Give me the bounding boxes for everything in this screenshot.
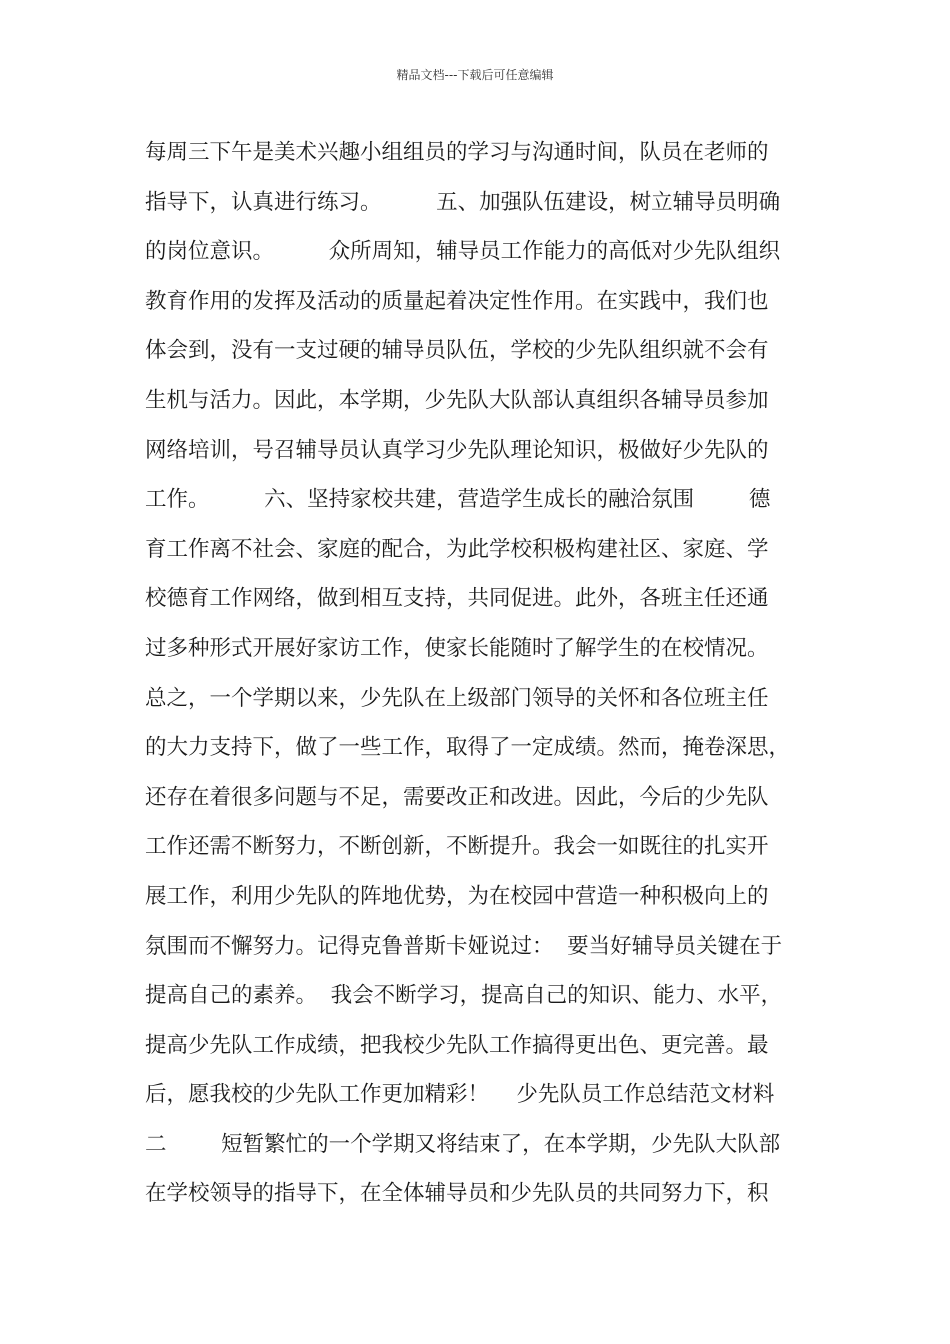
text-line: 生机与活力。因此，本学期，少先队大队部认真组织各辅导员参加	[145, 387, 769, 413]
text-line: 氛围而不懈努力。记得克鲁普斯卡娅说过： 要当好辅导员关键在于	[145, 933, 783, 959]
text-line: 二 短暂繁忙的一个学期又将结束了，在本学期，少先队大队部	[145, 1131, 781, 1157]
text-line: 后，愿我校的少先队工作更加精彩！ 少先队员工作总结范文材料	[145, 1082, 775, 1108]
text-line: 展工作，利用少先队的阵地优势，为在校园中营造一种积极向上的	[145, 883, 769, 909]
page-header: 精品文档---下载后可任意编辑	[396, 68, 554, 82]
text-line: 网络培训，号召辅导员认真学习少先队理论知识，极做好少先队的	[145, 437, 769, 463]
body-text	[145, 128, 810, 1219]
text-line: 指导下，认真进行练习。 五、加强队伍建设，树立辅导员明确	[145, 189, 781, 215]
text-line: 教育作用的发挥及活动的质量起着决定性作用。在实践中，我们也	[145, 288, 769, 314]
text-line: 每周三下午是美术兴趣小组组员的学习与沟通时间，队员在老师的	[145, 140, 769, 165]
text-line: 育工作离不社会、家庭的配合，为此学校积极构建社区、家庭、学	[145, 536, 769, 562]
text-line: 校德育工作网络，做到相互支持，共同促进。此外，各班主任还通	[145, 586, 769, 612]
text-line: 工作还需不断努力，不断创新，不断提升。我会一如既往的扎实开	[145, 834, 769, 860]
text-line: 提高自己的素养。 我会不断学习，提高自己的知识、能力、水平，	[145, 983, 783, 1009]
text-line: 体会到，没有一支过硬的辅导员队伍，学校的少先队组织就不会有	[145, 338, 769, 364]
text-line: 提高少先队工作成绩，把我校少先队工作搞得更出色、更完善。最	[145, 1032, 769, 1058]
text-line: 过多种形式开展好家访工作，使家长能随时了解学生的在校情况。	[145, 635, 769, 661]
text-line: 的岗位意识。 众所周知，辅导员工作能力的高低对少先队组织	[145, 239, 781, 265]
text-line: 总之，一个学期以来，少先队在上级部门领导的关怀和各位班主任	[145, 685, 769, 711]
text-line: 的大力支持下，做了一些工作，取得了一定成绩。然而，掩卷深思，	[145, 735, 791, 761]
text-line: 还存在着很多问题与不足，需要改正和改进。因此，今后的少先队	[145, 784, 769, 810]
text-line: 在学校领导的指导下，在全体辅导员和少先队员的共同努力下，积	[145, 1181, 769, 1207]
text-line: 工作。 六、坚持家校共建，营造学生成长的融洽氛围 德	[145, 487, 771, 513]
